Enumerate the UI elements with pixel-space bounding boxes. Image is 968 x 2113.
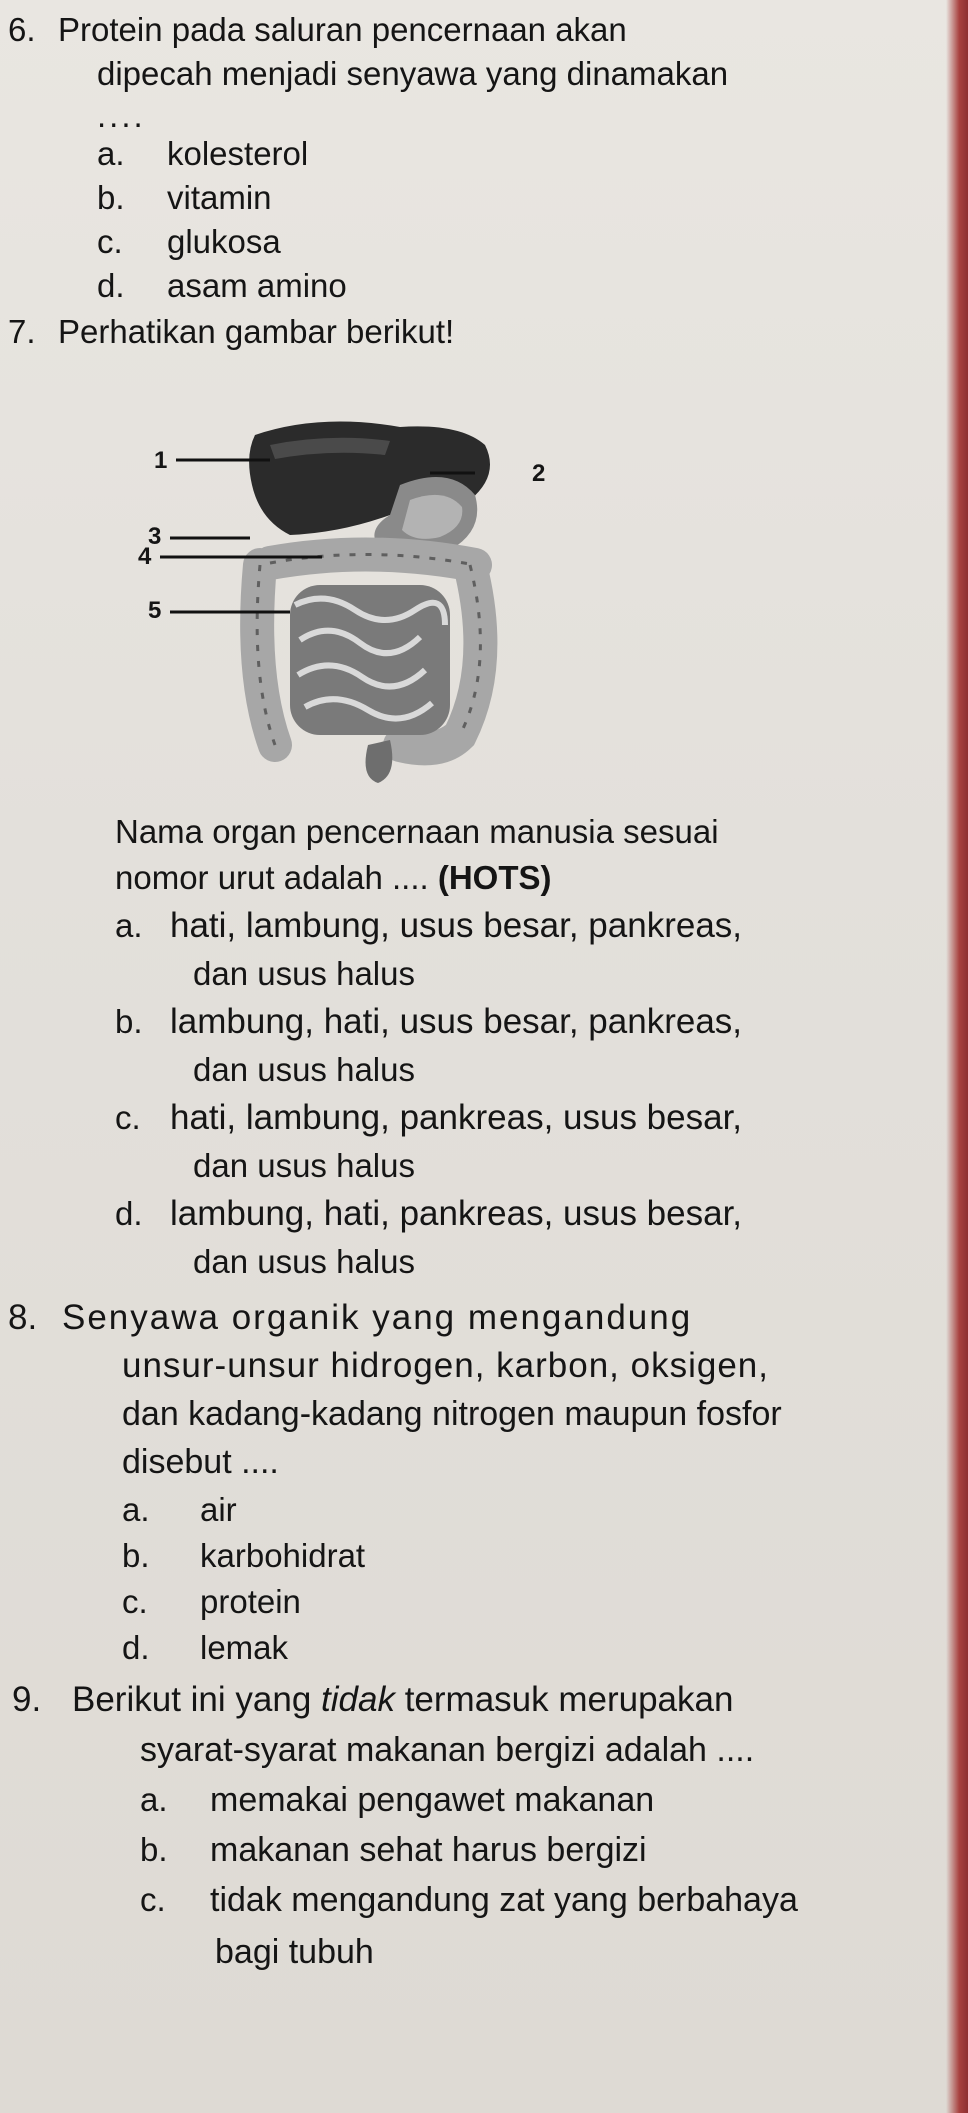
- option-letter: a.: [122, 1491, 150, 1528]
- option-text: makanan sehat harus bergizi: [210, 1831, 647, 1869]
- option-letter: b.: [115, 1003, 143, 1040]
- rectum-shape: [366, 740, 393, 783]
- option-text: karbohidrat: [200, 1537, 366, 1574]
- option-letter: c.: [122, 1583, 148, 1620]
- hots-tag: (HOTS): [437, 859, 552, 896]
- figure-label: 4: [138, 543, 152, 570]
- question-number: 7.: [8, 313, 36, 350]
- option-text: lemak: [200, 1629, 289, 1666]
- option-letter: b.: [122, 1537, 150, 1574]
- option-text: protein: [200, 1583, 301, 1620]
- figure-label: 3: [148, 523, 162, 550]
- option-text: lambung, hati, pankreas, usus besar,: [170, 1194, 743, 1233]
- question-text: syarat-syarat makanan bergizi adalah ....: [140, 1731, 755, 1769]
- option-text: bagi tubuh: [215, 1933, 374, 1971]
- figure-label: 2: [532, 460, 546, 487]
- option-text: hati, lambung, usus besar, pankreas,: [170, 906, 743, 945]
- option-text: air: [200, 1491, 237, 1528]
- question-text: unsur-unsur hidrogen, karbon, oksigen,: [122, 1346, 769, 1385]
- option-text: dan usus halus: [193, 1147, 415, 1184]
- question-text-part: termasuk merupakan: [394, 1680, 734, 1719]
- option-text: dan usus halus: [193, 1051, 415, 1088]
- option-text: vitamin: [167, 179, 272, 216]
- question-text: Nama organ pencernaan manusia sesuai: [115, 813, 719, 850]
- question-number: 8.: [8, 1298, 38, 1337]
- question-text: [72, 1680, 733, 1720]
- option-text: glukosa: [167, 223, 281, 260]
- option-text: hati, lambung, pankreas, usus besar,: [170, 1098, 743, 1137]
- option-letter: c.: [115, 1099, 141, 1136]
- question-number: 6.: [8, 11, 36, 48]
- paper-edge: [946, 0, 968, 2113]
- question-number: 9.: [12, 1680, 42, 1719]
- question-text: Senyawa organik yang mengandung: [62, 1298, 693, 1337]
- question-text-part: Berikut ini yang: [72, 1680, 322, 1719]
- option-text: tidak mengandung zat yang berbahaya: [210, 1881, 798, 1919]
- question-text: dipecah menjadi senyawa yang dinamakan: [97, 55, 729, 92]
- option-letter: a.: [97, 135, 125, 172]
- option-text: asam amino: [167, 267, 347, 304]
- option-letter: b.: [140, 1831, 168, 1868]
- option-text: dan usus halus: [193, 1243, 415, 1280]
- option-letter: d.: [97, 267, 125, 304]
- option-letter: d.: [115, 1195, 143, 1232]
- option-letter: d.: [122, 1629, 150, 1666]
- question-text: ....: [97, 97, 146, 134]
- figure-label: 5: [148, 597, 162, 624]
- question-text: disebut ....: [122, 1443, 279, 1481]
- option-letter: a.: [115, 907, 143, 944]
- figure-label: 1: [154, 447, 168, 474]
- option-letter: c.: [97, 223, 123, 260]
- digestive-system-figure: [140, 415, 560, 785]
- question-text: Protein pada saluran pencernaan akan: [58, 11, 627, 48]
- question-prompt: Perhatikan gambar berikut!: [58, 313, 455, 350]
- option-text: lambung, hati, usus besar, pankreas,: [170, 1002, 743, 1041]
- option-letter: a.: [140, 1781, 168, 1818]
- option-text: memakai pengawet makanan: [210, 1781, 655, 1819]
- option-letter: c.: [140, 1881, 166, 1918]
- option-text: kolesterol: [167, 135, 309, 172]
- option-text: dan usus halus: [193, 955, 415, 992]
- question-text: [115, 858, 552, 898]
- question-text-part: nomor urut adalah ....: [115, 859, 429, 896]
- question-text: dan kadang-kadang nitrogen maupun fosfor: [122, 1395, 782, 1433]
- option-letter: b.: [97, 179, 125, 216]
- emphasis-word: tidak: [321, 1680, 395, 1719]
